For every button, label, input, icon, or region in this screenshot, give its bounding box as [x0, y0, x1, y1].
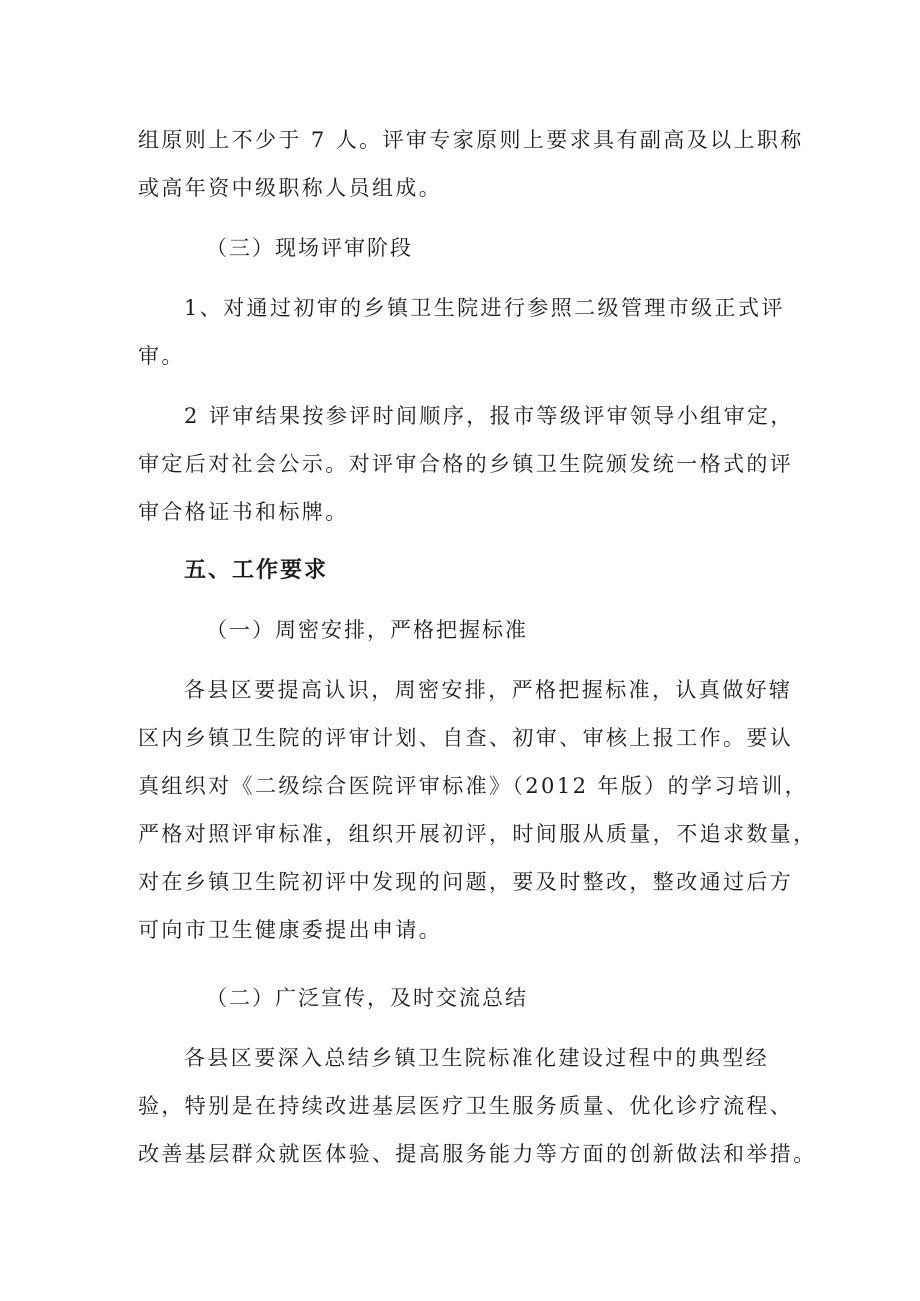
section-heading: 五、工作要求 [184, 558, 329, 583]
paragraph-line: 审定后对社会公示。对评审合格的乡镇卫生院颁发统一格式的评 [138, 452, 794, 476]
paragraph-line: 真组织对《二级综合医院评审标准》（2012 年版）的学习培训， [138, 774, 809, 798]
paragraph-line: 组原则上不少于 7 人。评审专家原则上要求具有副高及以上职称 [138, 128, 804, 152]
paragraph-line: 严格对照评审标准，组织开展初评，时间服从质量，不追求数量， [138, 822, 817, 846]
paragraph-line: 各县区要提高认识，周密安排，严格把握标准，认真做好辖 [184, 678, 793, 702]
paragraph-line: 验，特别是在持续改进基层医疗卫生服务质量、优化诊疗流程、 [138, 1094, 794, 1118]
paragraph-line: 审。 [138, 344, 185, 368]
subsection-heading: （三）现场评审阶段 [206, 236, 413, 260]
paragraph-line: 审合格证书和标牌。 [138, 500, 349, 524]
subsection-heading: （二）广泛宣传，及时交流总结 [206, 986, 528, 1010]
subsection-heading: （一）周密安排，严格把握标准 [206, 618, 528, 642]
paragraph-line: 1、对通过初审的乡镇卫生院进行参照二级管理市级正式评 [184, 296, 785, 320]
paragraph-line: 各县区要深入总结乡镇卫生院标准化建设过程中的典型经 [184, 1046, 769, 1070]
paragraph-line: 区内乡镇卫生院的评审计划、自查、初审、审核上报工作。要认 [138, 726, 794, 750]
paragraph-line: 可向市卫生健康委提出申请。 [138, 918, 443, 942]
paragraph-line: 或高年资中级职称人员组成。 [138, 176, 443, 200]
paragraph-line: 2 评审结果按参评时间顺序，报市等级评审领导小组审定， [184, 404, 794, 428]
paragraph-line: 改善基层群众就医体验、提高服务能力等方面的创新做法和举措。 [138, 1142, 817, 1166]
paragraph-line: 对在乡镇卫生院初评中发现的问题，要及时整改，整改通过后方 [138, 870, 794, 894]
